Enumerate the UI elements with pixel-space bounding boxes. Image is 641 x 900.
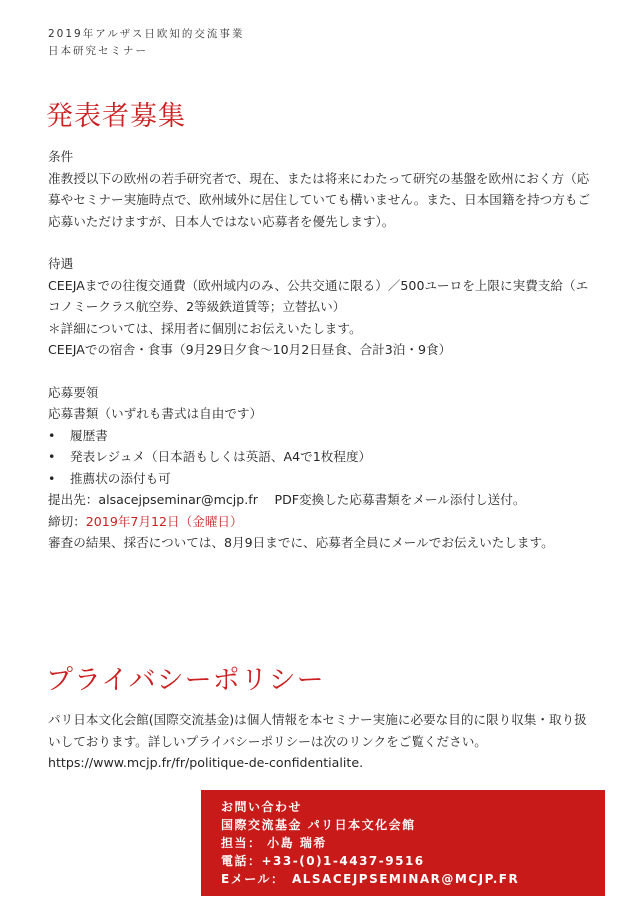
list-item [48, 468, 596, 490]
list-item-text: 発表レジュメ（日本語もしくは英語、A4で1枚程度） [70, 449, 372, 464]
deadline-label: 締切： [48, 513, 86, 529]
list-item [48, 425, 596, 447]
list-item-text: 推薦状の添付も可 [70, 470, 171, 486]
contact-email: Eメール： ALSACEJPSEMINAR@MCJP.FR [221, 872, 520, 886]
application-heading: 応募要領 [48, 384, 99, 400]
contact-organization: 国際交流基金 パリ日本文化会館 [221, 818, 416, 832]
recruit-section [48, 146, 596, 554]
list-item [48, 446, 596, 468]
result-text: 審査の結果、採否については、8月9日までに、応募者全員にメールでお伝えいたします。 [48, 535, 554, 550]
documents-intro: 応募書類（いずれも書式は自由です） [48, 406, 263, 421]
bullet-icon: • [48, 470, 56, 486]
event-subtitle: 日本研究セミナー [48, 45, 148, 57]
privacy-title: プライバシーポリシー [46, 665, 325, 696]
bullet-icon: • [48, 449, 56, 464]
recruit-title: 発表者募集 [46, 101, 186, 132]
treatment-heading: 待遇 [48, 256, 74, 271]
treatment-line: ＊詳細については、採用者に個別にお伝えいたします。 [48, 320, 362, 336]
bullet-icon: • [48, 427, 56, 443]
treatment-line: CEEJAでの宿舎・食事（9月29日夕食～10月2日昼食、合計3泊・9食） [48, 342, 452, 357]
contact-phone: 電話：+33-(0)1-4437-9516 [221, 854, 425, 868]
privacy-section [48, 709, 596, 774]
contact-person: 担当： 小島 瑞希 [221, 836, 327, 850]
treatment-line: CEEJAまでの往復交通費（欧州域内のみ、公共交通に限る）／500ユーロを上限に実費支給（エコノミークラス航空券、2等級鉄道賃等；立替払い） [48, 277, 589, 314]
contact-heading: お問い合わせ [221, 800, 303, 814]
deadline [48, 511, 596, 533]
conditions-heading: 条件 [48, 149, 74, 164]
privacy-text: パリ日本文化会館(国際交流基金)は個人情報を本セミナー実施に必要な目的に限り収集・取り扱いしております。詳しいプライバシーポリシーは次のリンクをご覧ください。 https://www.mcjp.fr/fr/politique-de-confidentialite. [48, 712, 587, 770]
page-header [48, 26, 244, 60]
submission-text: 提出先：alsacejpseminar@mcjp.fr PDF変換した応募書類をメール添付し送付。 [48, 492, 526, 507]
contact-box [201, 790, 605, 896]
list-item-text: 履歴書 [70, 427, 108, 443]
event-title: 2019年アルザス日欧知的交流事業 [48, 28, 245, 40]
deadline-date: 2019年7月12日（金曜日） [85, 513, 243, 529]
conditions-text: 准教授以下の欧州の若手研究者で、現在、または将来にわたって研究の基盤を欧州におく方（応募やセミナー実施時点で、欧州域外に居住していても構いません。また、日本国籍を持つ方もご応募いただけますが、日本人ではない応募者を優先します）。 [48, 170, 591, 229]
